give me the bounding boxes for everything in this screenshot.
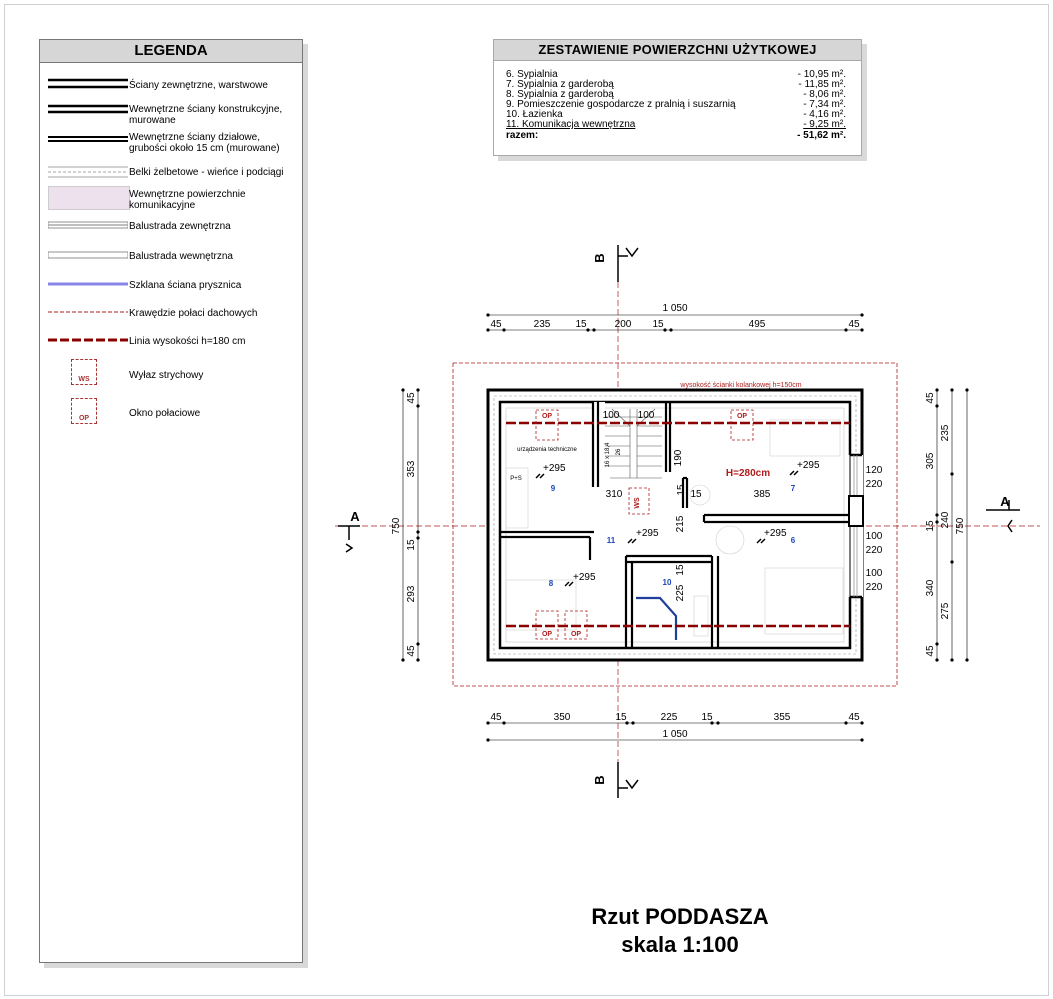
knee-wall-note: wysokość ścianki kolankowej h=150cm xyxy=(680,382,802,389)
dim-right: 305 xyxy=(925,452,936,470)
attic-hatch-label: WS xyxy=(634,497,641,509)
dim-bottom: 355 xyxy=(773,712,791,723)
dim-225: 225 xyxy=(675,584,686,602)
legend-title: LEGENDA xyxy=(40,40,302,63)
dim-right-outer: 235 xyxy=(940,424,951,442)
dim-left: 15 xyxy=(406,539,417,551)
level-mark: +295 xyxy=(764,528,787,539)
area-total-label: razem: xyxy=(506,130,539,141)
dim-top: 45 xyxy=(848,319,860,330)
roof-window-label: OP xyxy=(541,631,553,638)
room-number: 8 xyxy=(548,579,554,588)
dim-15: 15 xyxy=(690,489,702,500)
dim-bottom: 15 xyxy=(701,712,713,723)
dim-left: 45 xyxy=(406,645,417,657)
dim-top: 495 xyxy=(748,319,766,330)
stair-label: 16 x 18,4 xyxy=(605,442,611,468)
room-number: 6 xyxy=(790,536,796,545)
legend-label: Balustrada wewnętrzna xyxy=(129,251,233,262)
section-b-label: B xyxy=(592,253,607,263)
dim-right: 15 xyxy=(925,520,936,532)
window-dim: 100 xyxy=(865,531,883,542)
dim-top: 15 xyxy=(575,319,587,330)
dim-top: 200 xyxy=(614,319,632,330)
legend-label: Wewnętrzne powierzchnie komunikacyjne xyxy=(129,189,246,211)
caption-scale: skala 1:100 xyxy=(621,932,739,957)
window-dim: 220 xyxy=(865,479,883,490)
dim-bottom: 15 xyxy=(615,712,627,723)
room-height-label: H=280cm xyxy=(725,468,771,479)
dim-left: 45 xyxy=(406,392,417,404)
dim-left: 353 xyxy=(406,460,417,478)
dim-top: 15 xyxy=(652,319,664,330)
area-row-value: - 7,34 m². xyxy=(803,99,846,110)
window-dim: 220 xyxy=(865,582,883,593)
window-dim: 220 xyxy=(865,545,883,556)
legend-label: Wewnętrzne ściany działowe, grubości około 15 cm (murowane) xyxy=(129,132,280,154)
dim-bottom: 45 xyxy=(490,712,502,723)
legend-label: Linia wysokości h=180 cm xyxy=(129,336,246,347)
dim-bottom: 350 xyxy=(553,712,571,723)
level-mark: +295 xyxy=(797,460,820,471)
section-a-label: A xyxy=(350,509,360,524)
dim-left: 293 xyxy=(406,585,417,603)
legend-label: Belki żelbetowe - wieńce i podciągi xyxy=(129,167,284,178)
area-row-value: - 11,85 m². xyxy=(798,79,846,90)
dim-top-total: 1 050 xyxy=(662,303,688,314)
dim-left-total: 750 xyxy=(391,517,402,535)
room-number: 10 xyxy=(662,578,672,587)
dim-bottom-total: 1 050 xyxy=(662,729,688,740)
room-number: 11 xyxy=(606,536,616,545)
roof-window-label: OP xyxy=(541,413,553,420)
legend-label: Okno połaciowe xyxy=(129,408,201,419)
level-mark: +295 xyxy=(636,528,659,539)
dim-bottom: 45 xyxy=(848,712,860,723)
attic-hatch-icon-label: WS xyxy=(78,376,90,383)
legend-label: Szklana ściana prysznica xyxy=(129,280,242,291)
dim-top: 235 xyxy=(533,319,551,330)
dim-310: 310 xyxy=(605,489,623,500)
area-row-value: - 8,06 m². xyxy=(803,89,846,100)
level-mark: +295 xyxy=(573,572,596,583)
section-b-label: B xyxy=(592,775,607,785)
dim-215: 215 xyxy=(675,515,686,533)
left-dimension-lines xyxy=(403,390,418,660)
tech-label: urządzenia techniczne xyxy=(517,447,577,453)
area-row-name: 7. Sypialnia z garderobą xyxy=(506,79,614,90)
dim-15: 15 xyxy=(676,484,687,496)
drawing-caption xyxy=(530,903,830,959)
room-number: 9 xyxy=(550,484,556,493)
window-dim: 120 xyxy=(865,465,883,476)
wall-pier xyxy=(849,496,863,526)
window-dim: 100 xyxy=(865,568,883,579)
area-row-value: - 4,16 m². xyxy=(803,109,846,120)
dim-bottom: 225 xyxy=(660,712,678,723)
stair-label: 26 xyxy=(616,448,622,456)
area-row-name: 11. Komunikacja wewnętrzna xyxy=(506,119,636,130)
stair-width-dim: 100 xyxy=(637,410,655,421)
pvs-label: P+S xyxy=(510,476,522,482)
level-mark: +295 xyxy=(543,463,566,474)
area-summary-title: ZESTAWIENIE POWIERZCHNI UŻYTKOWEJ xyxy=(494,40,861,61)
area-row-name: 9. Pomieszczenie gospodarcze z pralnią i suszarnią xyxy=(506,99,736,110)
legend-label: Ściany zewnętrzne, warstwowe xyxy=(129,80,268,91)
legend-label: Wyłaz strychowy xyxy=(129,370,204,381)
dim-right: 340 xyxy=(925,579,936,597)
dim-right-outer: 240 xyxy=(940,511,951,529)
dim-right-outer: 275 xyxy=(940,602,951,620)
legend-label: Wewnętrzne ściany konstrukcyjne, murowane xyxy=(129,104,283,126)
dim-top: 45 xyxy=(490,319,502,330)
section-a-label: A xyxy=(1000,494,1010,509)
area-row-value: - 9,25 m². xyxy=(803,119,846,130)
legend-label: Krawędzie połaci dachowych xyxy=(129,308,258,319)
dim-385: 385 xyxy=(753,489,771,500)
stair-width-dim: 100 xyxy=(602,410,620,421)
area-row-name: 10. Łazienka xyxy=(506,109,563,120)
dim-right: 45 xyxy=(925,392,936,404)
dim-right-total: 750 xyxy=(955,517,966,535)
area-total-value: - 51,62 m². xyxy=(797,130,846,141)
area-row-name: 6. Sypialnia xyxy=(506,69,558,80)
dim-15: 15 xyxy=(675,564,686,576)
area-row-name: 8. Sypialnia z garderobą xyxy=(506,89,614,100)
roof-window-label: OP xyxy=(736,413,748,420)
roof-window-label: OP xyxy=(570,631,582,638)
legend-label: Balustrada zewnętrzna xyxy=(129,221,231,232)
roof-window-icon-label: OP xyxy=(78,415,90,422)
room-number: 7 xyxy=(790,484,796,493)
caption-title: Rzut PODDASZA xyxy=(591,904,769,929)
area-row-value: - 10,95 m². xyxy=(797,69,846,80)
dim-right: 45 xyxy=(925,645,936,657)
dim-190: 190 xyxy=(673,449,684,467)
